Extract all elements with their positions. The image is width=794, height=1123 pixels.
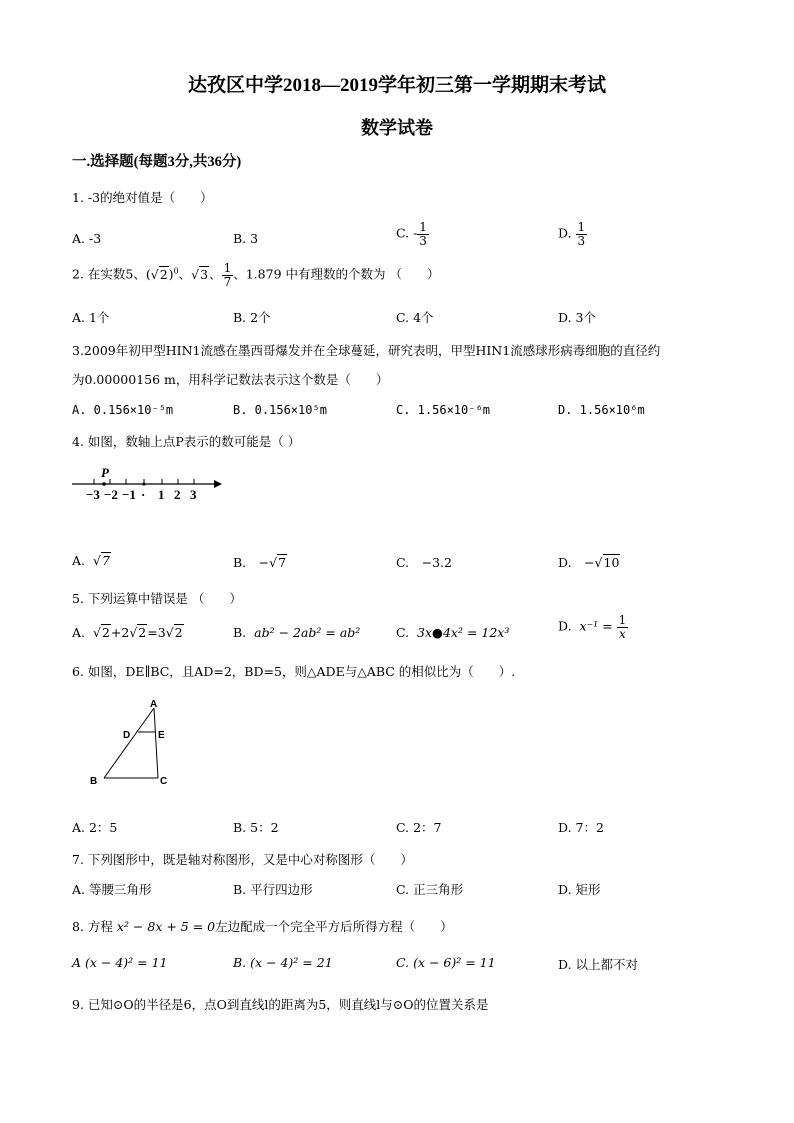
vertex-label-c: C [160, 776, 168, 787]
question-3-line-2: 为0.00000156 m，用科学记数法表示这个数是（ ） [72, 372, 389, 387]
question-9-stem: 9. 已知⊙O的半径是6，点O到直线l的距离为5，则直线l与⊙O的位置关系是 [72, 997, 489, 1012]
origin-dot [142, 482, 145, 485]
fraction: $\frac{1}{7}$ [223, 261, 232, 289]
q1-option-a: A. -3 [72, 231, 102, 246]
sqrt-symbol: √2 [129, 625, 147, 640]
axis-tick-label: · [141, 487, 146, 502]
q4-option-c: C. −3.2 [396, 555, 452, 570]
q6-option-d: D. 7：2 [558, 820, 604, 835]
sqrt-symbol: √3 [191, 266, 209, 282]
sqrt-symbol: √2 [150, 266, 168, 282]
q7-option-c: C. 正三角形 [396, 882, 464, 897]
point-p-dot [102, 482, 106, 486]
q8-option-c: C. (x − 6)² = 11 [396, 955, 496, 970]
axis-tick-label: 3 [190, 487, 197, 502]
q6-option-c: C. 2：7 [396, 820, 442, 835]
point-p-label: P [101, 465, 109, 480]
question-3-line-1: 3.2009年初甲型HIN1流感在墨西哥爆发并在全球蔓延，研究表明，甲型HIN1流感球形病毒细胞的直径约 [72, 343, 661, 358]
question-6-stem: 6. 如图，DE∥BC，且AD=2，BD=5，则△ADE与△ABC 的相似比为（ ）. [72, 664, 516, 679]
triangle-figure [86, 696, 176, 794]
fraction: $\frac{1}{x}$ [618, 613, 627, 641]
question-7-stem: 7. 下列图形中，既是轴对称图形，又是中心对称图形（ ） [72, 852, 413, 867]
q2-option-d: D. 3个 [558, 310, 596, 325]
fraction: $\frac{1}{3}$ [419, 220, 427, 248]
q3-option-a: A. 0.156×10⁻⁵m [72, 403, 174, 417]
q8-option-b: B. (x − 4)² = 21 [233, 955, 333, 970]
q1-option-d: D. $\frac{1}{3}$ [558, 220, 586, 248]
question-5-stem: 5. 下列运算中错误是 （ ） [72, 591, 242, 606]
q5-option-b: B. ab² − 2ab² = ab² [233, 625, 361, 640]
sqrt-symbol: √7 [92, 553, 110, 568]
q6-option-a: A. 2：5 [72, 820, 118, 835]
q2-option-b: B. 2个 [233, 310, 271, 325]
question-1-stem: 1. -3的绝对值是（ ） [72, 190, 213, 205]
axis-tick-label: −1 [122, 487, 136, 502]
q4-option-a: A. √7 [72, 553, 110, 568]
q7-option-a: A. 等腰三角形 [72, 882, 152, 897]
vertex-label-d: D [123, 730, 131, 741]
q2-option-a: A. 1个 [72, 310, 110, 325]
exam-subtitle: 数学试卷 [361, 118, 433, 138]
sqrt-symbol: √10 [594, 555, 620, 570]
q3-option-c: C. 1.56×10⁻⁶m [396, 403, 490, 417]
q8-option-a: A (x − 4)² = 11 [72, 955, 168, 970]
vertex-label-e: E [158, 730, 165, 741]
number-line-figure [68, 462, 228, 508]
axis-tick-label: −2 [104, 487, 118, 502]
axis-tick-label: 2 [174, 487, 181, 502]
q5-option-a: A. √2+2√2=3√2 [72, 625, 183, 640]
vertex-label-b: B [90, 776, 98, 787]
q1-option-b: B. 3 [233, 231, 259, 246]
q5-option-d: D. x⁻¹ = $\frac{1}{x}$ [558, 613, 627, 641]
q7-option-b: B. 平行四边形 [233, 882, 313, 897]
question-4-stem: 4. 如图，数轴上点P表示的数可能是（ ） [72, 434, 301, 449]
sqrt-symbol: √2 [165, 625, 183, 640]
axis-tick-label: 1 [158, 487, 165, 502]
fraction: $\frac{1}{3}$ [577, 220, 586, 248]
q3-option-d: D. 1.56×10⁶m [558, 403, 645, 417]
question-2-stem: 2. 在实数5、$(√2)^0$、√3、 $\frac{1}{7}$ 、1.879 中有理数的个数为 （ ） [72, 261, 440, 289]
q3-option-b: B. 0.156×10⁵m [233, 403, 327, 417]
exam-title: 达孜区中学2018—2019学年初三第一学期期末考试 [187, 75, 606, 96]
q6-option-b: B. 5：2 [233, 820, 279, 835]
q8-option-d: D. 以上都不对 [558, 957, 639, 972]
section-heading: 一.选择题(每题3分,共36分) [72, 154, 242, 170]
q5-option-c: C. 3x●4x² = 12x³ [396, 625, 510, 640]
arrow-icon [214, 480, 222, 488]
sqrt-symbol: √7 [269, 555, 287, 570]
q4-option-b: B. −√7 [233, 555, 287, 570]
q1-option-c: C. - $\frac{1}{3}$ [396, 220, 427, 248]
vertex-label-a: A [150, 699, 158, 710]
question-8-stem: 8. 方程 x² − 8x + 5 = 0左边配成一个完全平方后所得方程（ ） [72, 919, 453, 934]
q7-option-d: D. 矩形 [558, 882, 601, 897]
axis-tick-label: −3 [86, 487, 100, 502]
q2-option-c: C. 4个 [396, 310, 434, 325]
sqrt-symbol: √2 [92, 625, 110, 640]
q4-option-d: D. −√10 [558, 555, 620, 570]
